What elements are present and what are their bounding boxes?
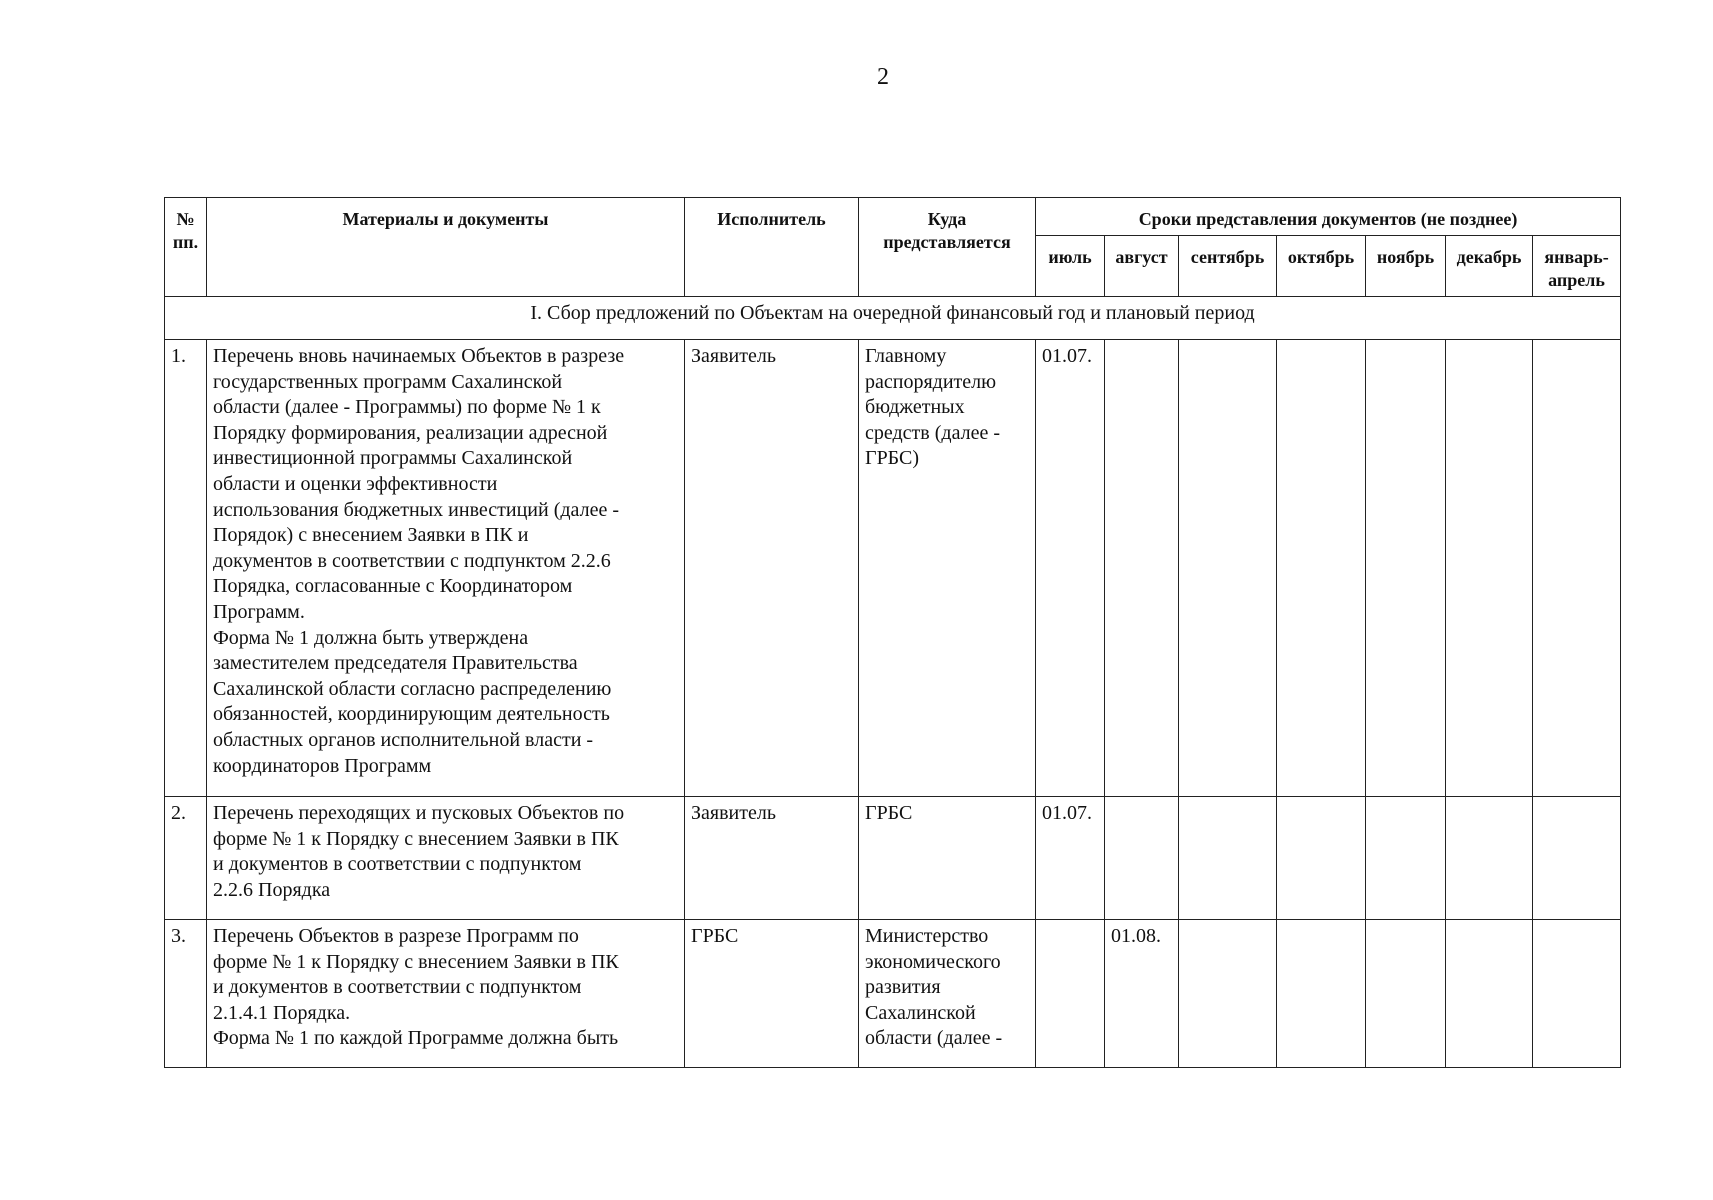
- header-month-october: октябрь: [1277, 236, 1366, 297]
- materials-line: форме № 1 к Порядку с внесением Заявки в ПК: [213, 827, 619, 850]
- row-deadline-cell: [1277, 797, 1366, 920]
- row-deadline-cell: [1105, 797, 1179, 920]
- row-deadline-cell: [1366, 920, 1446, 1068]
- table-row: [165, 920, 1621, 1068]
- materials-line: заместителем председателя Правительства: [213, 652, 578, 675]
- row-deadline-cell: 01.07.: [1036, 797, 1105, 920]
- row-num: 1.: [165, 340, 207, 797]
- materials-line: Форма № 1 должна быть утверждена: [213, 626, 529, 649]
- row-deadline-cell: [1533, 797, 1621, 920]
- row-materials: [207, 920, 685, 1068]
- deadlines-table: [164, 197, 1621, 1068]
- materials-line: Перечень вновь начинаемых Объектов в разрезе: [213, 345, 625, 367]
- materials-line: 2.1.4.1 Порядка.: [213, 1001, 351, 1024]
- row-deadline-cell: 01.07.: [1036, 340, 1105, 797]
- row-deadline-cell: [1533, 340, 1621, 797]
- materials-line: и документов в соответствии с подпунктом: [213, 976, 582, 999]
- row-deadline-cell: 01.08.: [1105, 920, 1179, 1068]
- row-deadline-cell: [1105, 340, 1179, 797]
- header-destination: Куда представляется: [859, 198, 1036, 297]
- materials-line: областных органов исполнительной власти -: [213, 728, 594, 751]
- materials-line: координаторов Программ: [213, 754, 432, 777]
- header-materials: Материалы и документы: [207, 198, 685, 297]
- row-deadline-cell: [1277, 920, 1366, 1068]
- materials-line: Форма № 1 по каждой Программе должна быть: [213, 1027, 619, 1050]
- header-month-august: август: [1105, 236, 1179, 297]
- materials-line: Перечень Объектов в разрезе Программ по: [213, 925, 579, 947]
- header-month-january-april: январь-апрель: [1533, 236, 1621, 297]
- section-title: I. Сбор предложений по Объектам на очередной финансовый год и плановый период: [165, 297, 1621, 340]
- materials-line: Сахалинской области согласно распределению: [213, 677, 612, 700]
- page-number: 2: [877, 64, 889, 90]
- materials-line: инвестиционной программы Сахалинской: [213, 447, 573, 470]
- row-deadline-cell: [1179, 920, 1277, 1068]
- row-materials: [207, 340, 685, 797]
- row-executor: ГРБС: [685, 920, 859, 1068]
- header-row-1: [165, 198, 1621, 236]
- materials-line: Программ.: [213, 600, 305, 623]
- row-deadline-cell: [1446, 920, 1533, 1068]
- destination-line: распорядителю: [865, 370, 997, 393]
- materials-line: государственных программ Сахалинской: [213, 370, 563, 393]
- materials-line: форме № 1 к Порядку с внесением Заявки в ПК: [213, 950, 619, 973]
- materials-line: и документов в соответствии с подпунктом: [213, 853, 582, 876]
- materials-line: Порядка, согласованные с Координатором: [213, 575, 573, 598]
- materials-line: Порядку формирования, реализации адресной: [213, 421, 608, 444]
- header-month-november: ноябрь: [1366, 236, 1446, 297]
- header-deadlines: Сроки представления документов (не позднее): [1036, 198, 1621, 236]
- row-deadline-cell: [1446, 340, 1533, 797]
- materials-line: обязанностей, координирующим деятельность: [213, 703, 610, 726]
- row-deadline-cell: [1179, 340, 1277, 797]
- row-destination: [859, 797, 1036, 920]
- destination-line: бюджетных: [865, 396, 965, 419]
- row-materials: [207, 797, 685, 920]
- header-month-july: июль: [1036, 236, 1105, 297]
- row-executor: Заявитель: [685, 797, 859, 920]
- materials-line: использования бюджетных инвестиций (далее -: [213, 498, 619, 521]
- destination-line: ГРБС): [865, 447, 920, 470]
- row-deadline-cell: [1533, 920, 1621, 1068]
- destination-line: экономического: [865, 950, 1001, 973]
- row-num: 3.: [165, 920, 207, 1068]
- destination-line: развития: [865, 976, 941, 999]
- row-deadline-cell: [1277, 340, 1366, 797]
- materials-line: области (далее - Программы) по форме № 1 к: [213, 396, 601, 419]
- header-month-september: сентябрь: [1179, 236, 1277, 297]
- materials-line: 2.2.6 Порядка: [213, 878, 331, 901]
- section-row: [165, 297, 1621, 340]
- materials-line: Перечень переходящих и пусковых Объектов по: [213, 802, 625, 824]
- row-destination: [859, 340, 1036, 797]
- destination-line: средств (далее -: [865, 421, 1001, 444]
- row-destination: [859, 920, 1036, 1068]
- header-executor: Исполнитель: [685, 198, 859, 297]
- header-num: № пп.: [165, 198, 207, 297]
- row-deadline-cell: [1179, 797, 1277, 920]
- row-deadline-cell: [1366, 340, 1446, 797]
- destination-line: Министерство: [865, 925, 989, 947]
- destination-line: ГРБС: [865, 802, 913, 824]
- row-deadline-cell: [1366, 797, 1446, 920]
- destination-line: области (далее -: [865, 1027, 1003, 1050]
- row-executor: Заявитель: [685, 340, 859, 797]
- destination-line: Главному: [865, 345, 947, 367]
- header-month-december: декабрь: [1446, 236, 1533, 297]
- row-deadline-cell: [1446, 797, 1533, 920]
- table-row: [165, 340, 1621, 797]
- materials-line: области и оценки эффективности: [213, 472, 498, 495]
- row-deadline-cell: [1036, 920, 1105, 1068]
- materials-line: Порядок) с внесением Заявки в ПК и: [213, 524, 529, 547]
- row-num: 2.: [165, 797, 207, 920]
- destination-line: Сахалинской: [865, 1001, 976, 1024]
- table-row: [165, 797, 1621, 920]
- materials-line: документов в соответствии с подпунктом 2.2.6: [213, 549, 611, 572]
